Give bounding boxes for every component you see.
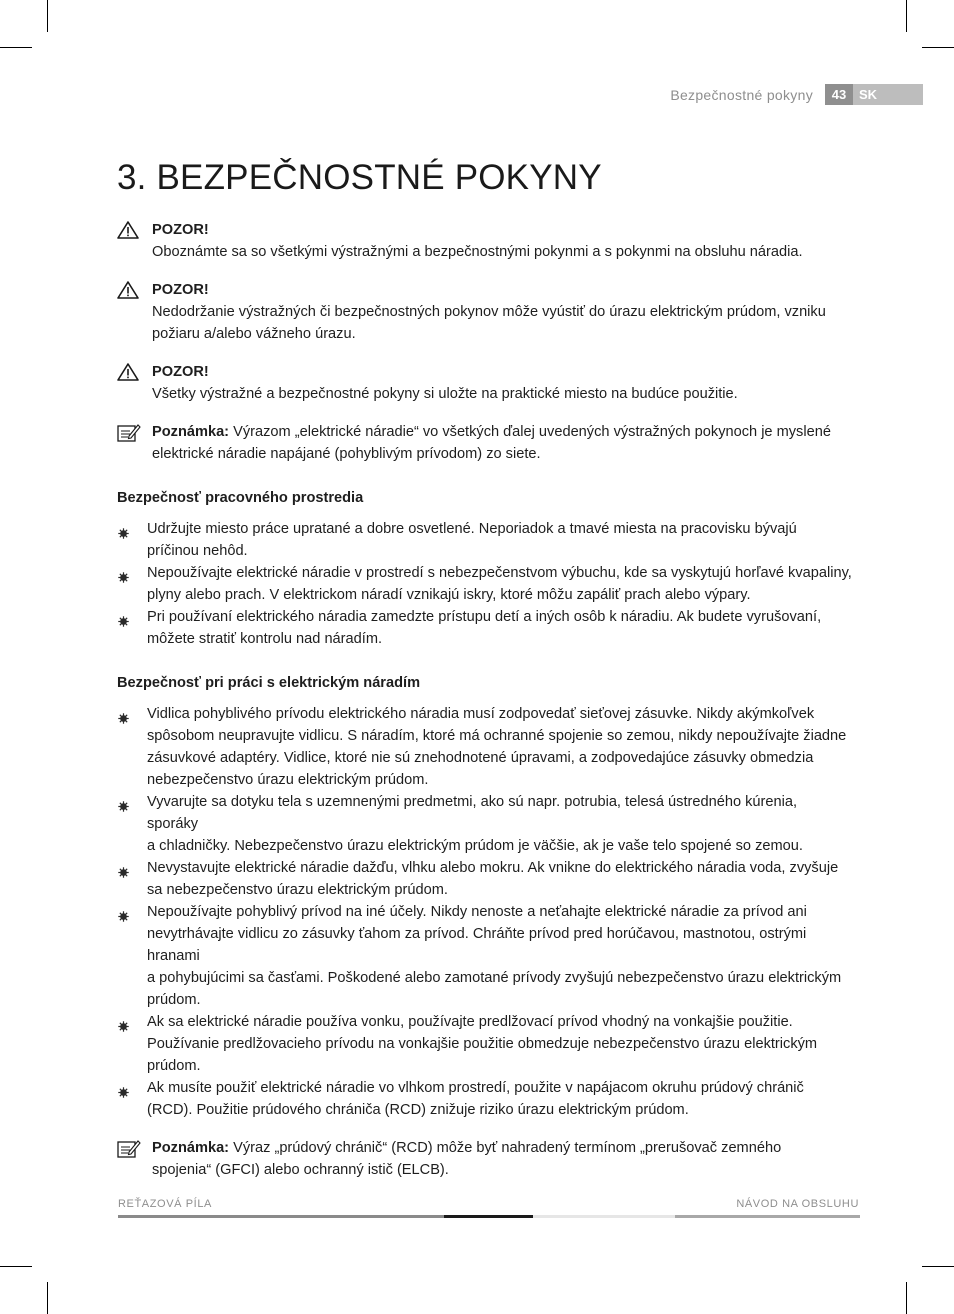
notices: [117, 219, 862, 465]
note-text: Výraz „prúdový chránič“ (RCD) môže byť nahradený termínom „prerušovač zemného: [229, 1140, 782, 1156]
page-content: [117, 219, 862, 1197]
page-title: 3. BEZPEČNOSTNÉ POKYNY: [117, 158, 602, 197]
bullet-icon: [118, 568, 129, 579]
footer-rule: [444, 1215, 533, 1218]
crop-mark: [922, 47, 954, 48]
list-item: [117, 791, 862, 857]
list-item-text: (RCD). Použitie prúdového chrániča (RCD) znižuje riziko úrazu elektrickým prúdom.: [147, 1102, 689, 1118]
section-heading: Bezpečnosť pri práci s elektrickým náradím: [117, 675, 421, 691]
warning-label: POZOR!: [152, 282, 209, 298]
section-heading: Bezpečnosť pracovného prostredia: [117, 490, 364, 506]
footer-rule: [675, 1215, 860, 1218]
list-item-text: spôsobom neupravujte vidlicu. S náradím, ktoré má ochranné spojenie so zemou, nikdy nepoužívajte žiadne: [147, 728, 847, 744]
list-item-text: prúdom.: [147, 992, 201, 1008]
list-item-text: príčinou nehôd.: [147, 543, 248, 559]
note-text: spojenia“ (GFCI) alebo ochranný istič (ELCB).: [152, 1162, 449, 1178]
page-number: 43: [825, 84, 853, 105]
warning-icon: [117, 221, 139, 239]
bullet-icon: [118, 863, 129, 874]
footer-left: REŤAZOVÁ PÍLA: [118, 1198, 212, 1210]
list-item: [117, 1011, 862, 1077]
list-item-text: a chladničky. Nebezpečenstvo úrazu elektrickým prúdom je väčšie, ak je vaše telo spojené so zemou.: [147, 838, 803, 854]
list-item: [117, 1077, 862, 1121]
list-item-text: Pri používaní elektrického náradia zamedzte prístupu detí a iných osôb k náradiu. Ak budete vyrušovaní,: [147, 609, 822, 625]
crop-mark: [906, 1282, 907, 1314]
warning-text: Nedodržanie výstražných či bezpečnostných pokynov môže vyústiť do úrazu elektrickým prúdom, vzniku: [152, 304, 826, 320]
list-item-text: Nevystavujte elektrické náradie dažďu, vlhku alebo mokru. Ak vnikne do elektrického náradia voda, zvyšuje: [147, 860, 839, 876]
footer-rule: [118, 1215, 444, 1218]
list-item: [117, 562, 862, 606]
list-item: [117, 606, 862, 650]
warning-block: [117, 361, 862, 405]
warning-icon: [117, 281, 139, 299]
list-item: [117, 857, 862, 901]
list-item-text: Udržujte miesto práce upratané a dobre osvetlené. Neporiadok a tmavé miesta na pracovisku bývajú: [147, 521, 797, 537]
list-item-text: nevytrhávajte vidlicu zo zásuvky ťahom za prívod. Chráňte prívod pred horúčavou, mastnotou, ostrými: [147, 926, 807, 942]
crop-mark: [0, 1266, 32, 1267]
note-block: [117, 421, 862, 465]
warning-icon: [117, 363, 139, 381]
note-icon: [117, 1139, 139, 1157]
list-item-text: Nepoužívajte elektrické náradie v prostredí s nebezpečenstvom výbuchu, kde sa vyskytujú horľavé kvapaliny,: [147, 565, 852, 581]
footer-rule: [533, 1215, 675, 1218]
bullet-icon: [118, 1083, 129, 1094]
list-item-text: Používanie predlžovacieho prívodu na vonkajšie použitie obmedzuje nebezpečenstvo úrazu elektrickým: [147, 1036, 818, 1052]
list-item-text: zásuvkové adaptéry. Vidlice, ktoré nie sú znehodnotené úpravami, a zodpovedajúce zásuvky obmedzia: [147, 750, 814, 766]
crop-mark: [906, 0, 907, 32]
list-item-text: nebezpečenstvo úrazu elektrickým prúdom.: [147, 772, 429, 788]
list-item-text: sa nebezpečenstvo úrazu elektrickým prúdom.: [147, 882, 448, 898]
list-item-text: prúdom.: [147, 1058, 201, 1074]
warning-label: POZOR!: [152, 222, 209, 238]
list-item-text: Ak musíte použiť elektrické náradie vo vlhkom prostredí, použite v napájacom okruhu prúdový chránič: [147, 1080, 804, 1096]
crop-mark: [922, 1266, 954, 1267]
list-item: [117, 518, 862, 562]
warning-text: požiaru a/alebo vážneho úrazu.: [152, 326, 356, 342]
running-header: Bezpečnostné pokyny: [670, 87, 813, 103]
list-item-text: plyny alebo prach. V elektrickom náradí vznikajú iskry, ktoré môžu zapáliť prach alebo výpary.: [147, 587, 751, 603]
warning-text: Všetky výstražné a bezpečnostné pokyny si uložte na praktické miesto na budúce použitie.: [152, 386, 738, 402]
note-icon: [117, 423, 139, 441]
bullet-icon: [118, 797, 129, 808]
final-note: [117, 1137, 862, 1181]
crop-mark: [47, 0, 48, 32]
bullet-icon: [118, 612, 129, 623]
note-text: elektrické náradie napájané (pohyblivým prívodom) zo siete.: [152, 446, 541, 462]
list-item-text: Vyvarujte sa dotyku tela s uzemnenými predmetmi, ako sú napr. potrubia, telesá ústredného kúrenia,: [147, 794, 798, 810]
crop-mark: [47, 1282, 48, 1314]
note-label: Poznámka:: [152, 424, 230, 440]
bullet-icon: [118, 709, 129, 720]
list-item-text: sporáky: [147, 816, 199, 832]
list-item-text: a pohybujúcimi sa časťami. Poškodené alebo zamotané prívody zvyšujú nebezpečenstvo úrazu elektrickým: [147, 970, 842, 986]
list-item-text: Nepoužívajte pohyblivý prívod na iné účely. Nikdy nenoste a neťahajte elektrické náradie za prívod ani: [147, 904, 807, 920]
crop-mark: [0, 47, 32, 48]
list-item: [117, 703, 862, 791]
warning-label: POZOR!: [152, 364, 209, 380]
list-item-text: Ak sa elektrické náradie používa vonku, používajte predlžovací prívod vhodný na vonkajšie použitie.: [147, 1014, 793, 1030]
bullet-list: [117, 703, 862, 1121]
language-tab: SK: [853, 84, 923, 105]
list-item-text: hranami: [147, 948, 200, 964]
list-item-text: môžete stratiť kontrolu nad náradím.: [147, 631, 383, 647]
list-item: [117, 901, 862, 1011]
bullet-icon: [118, 1017, 129, 1028]
bullet-icon: [118, 907, 129, 918]
bullet-icon: [118, 524, 129, 535]
bullet-list: [117, 518, 862, 650]
footer-right: NÁVOD NA OBSLUHU: [736, 1198, 859, 1210]
note-text: Výrazom „elektrické náradie“ vo všetkých ďalej uvedených výstražných pokynoch je myslené: [229, 424, 831, 440]
list-item-text: Vidlica pohyblivého prívodu elektrického náradia musí zodpovedať sieťovej zásuvke. Nikdy akýmkoľvek: [147, 706, 815, 722]
warning-text: Oboznámte sa so všetkými výstražnými a bezpečnostnými pokynmi a s pokynmi na obsluhu náradia.: [152, 244, 803, 260]
sections: [117, 487, 862, 1121]
warning-block: [117, 219, 862, 263]
note-label: Poznámka:: [152, 1140, 230, 1156]
warning-block: [117, 279, 862, 345]
